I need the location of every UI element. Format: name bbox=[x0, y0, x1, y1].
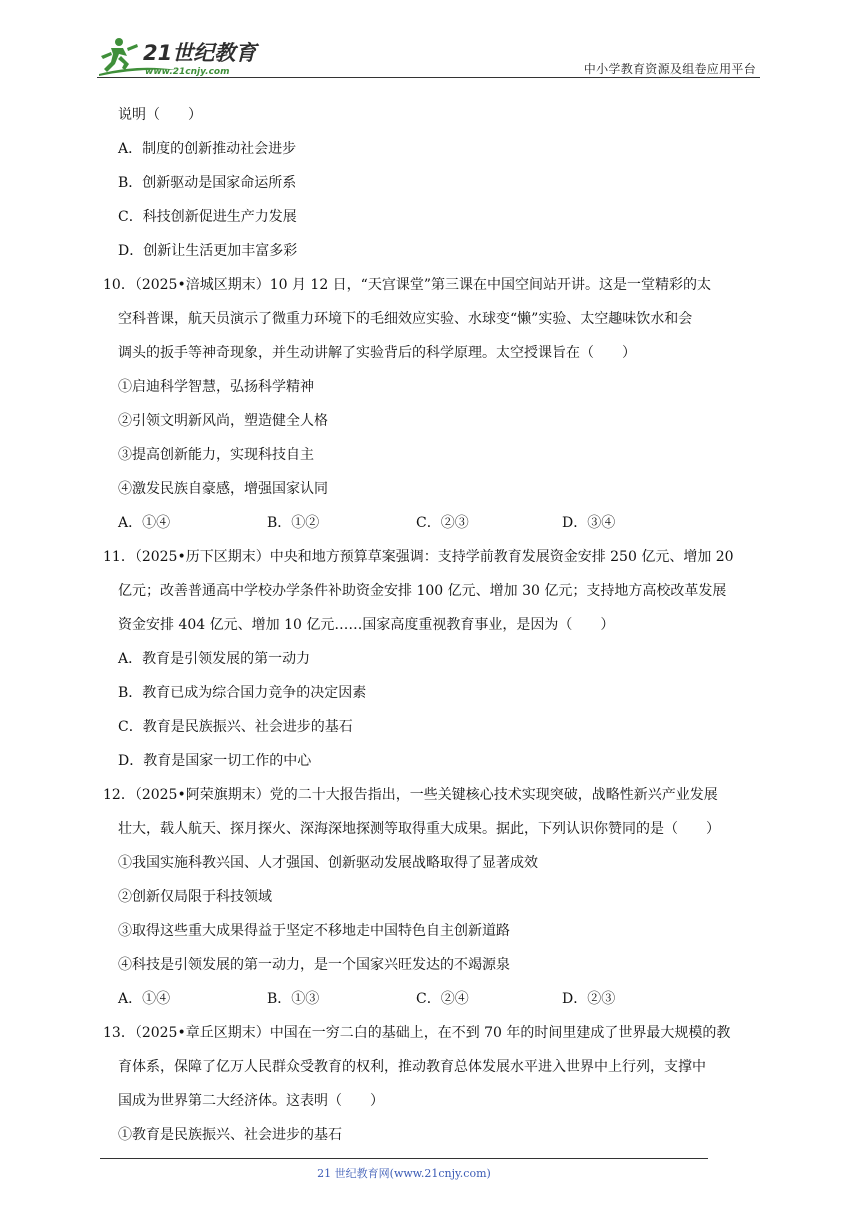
logo-main-text: 21世纪教育 bbox=[143, 41, 257, 65]
q9-stem-tail: 说明（ ） bbox=[118, 107, 202, 123]
q12-item-2: ②创新仅局限于科技领域 bbox=[118, 889, 272, 905]
q9-option-b: B．创新驱动是国家命运所系 bbox=[118, 175, 297, 191]
q13-stem-line-1: 13．（2025•章丘区期末）中国在一穷二白的基础上，在不到 70 年的时间里建成了世界最大规模的教 bbox=[103, 1025, 731, 1041]
q11-stem-line-3: 资金安排 404 亿元、增加 10 亿元……国家高度重视教育事业，是因为（ ） bbox=[118, 617, 615, 633]
site-logo[interactable] bbox=[97, 34, 267, 78]
page-header bbox=[97, 34, 760, 78]
question-content bbox=[0, 98, 860, 1152]
q10-option-d: D．③④ bbox=[562, 515, 616, 531]
q10-stem-line-2: 空科普课，航天员演示了微重力环境下的毛细效应实验、水球变“懒”实验、太空趣味饮水和会 bbox=[118, 311, 693, 327]
q11-option-c: C．教育是民族振兴、社会进步的基石 bbox=[118, 719, 353, 735]
q13-stem-line-3: 国成为世界第二大经济体。这表明（ ） bbox=[118, 1093, 384, 1109]
q12-stem-line-1: 12．（2025•阿荣旗期末）党的二十大报告指出，一些关键核心技术实现突破，战略性新兴产业发展 bbox=[103, 787, 718, 803]
q12-option-d: D．②③ bbox=[562, 991, 616, 1007]
q10-option-b: B．①② bbox=[267, 515, 320, 531]
q12-option-b: B．①③ bbox=[267, 991, 320, 1007]
q10-item-3: ③提高创新能力，实现科技自主 bbox=[118, 447, 314, 463]
q11-option-b: B．教育已成为综合国力竞争的决定因素 bbox=[118, 685, 367, 701]
q11-option-d: D．教育是国家一切工作的中心 bbox=[118, 753, 312, 769]
q11-option-a: A．教育是引领发展的第一动力 bbox=[118, 651, 311, 667]
q9-option-a: A．制度的创新推动社会进步 bbox=[118, 141, 297, 157]
q12-options bbox=[0, 982, 860, 1016]
page-footer bbox=[100, 1158, 708, 1181]
q10-item-2: ②引领文明新风尚，塑造健全人格 bbox=[118, 413, 328, 429]
header-divider bbox=[97, 77, 760, 78]
logo-sub-text: www.21cnjy.com bbox=[145, 67, 230, 77]
q10-stem-line-1: 10．（2025•涪城区期末）10 月 12 日，“天宫课堂”第三课在中国空间站开讲。这是一堂精彩的太 bbox=[103, 277, 711, 293]
platform-name: 中小学教育资源及组卷应用平台 bbox=[583, 62, 756, 76]
q9-option-d: D．创新让生活更加丰富多彩 bbox=[118, 243, 298, 259]
q12-option-a: A．①④ bbox=[118, 991, 171, 1007]
q13-item-1: ①教育是民族振兴、社会进步的基石 bbox=[118, 1127, 342, 1143]
runner-logo-icon bbox=[97, 34, 267, 78]
q10-stem-line-3: 调头的扳手等神奇现象，并生动讲解了实验背后的科学原理。太空授课旨在（ ） bbox=[118, 345, 636, 361]
footer-link[interactable]: 21 世纪教育网(www.21cnjy.com) bbox=[317, 1167, 491, 1180]
q10-item-1: ①启迪科学智慧，弘扬科学精神 bbox=[118, 379, 314, 395]
q12-option-c: C．②④ bbox=[416, 991, 469, 1007]
q10-option-c: C．②③ bbox=[416, 515, 469, 531]
q10-item-4: ④激发民族自豪感，增强国家认同 bbox=[118, 481, 328, 497]
q12-item-4: ④科技是引领发展的第一动力，是一个国家兴旺发达的不竭源泉 bbox=[118, 957, 510, 973]
q12-stem-line-2: 壮大，载人航天、探月探火、深海深地探测等取得重大成果。据此，下列认识你赞同的是（ ） bbox=[118, 821, 720, 837]
q11-stem-line-1: 11．（2025•历下区期末）中央和地方预算草案强调：支持学前教育发展资金安排 250 亿元、增加 20 bbox=[103, 549, 734, 565]
q10-options bbox=[0, 506, 860, 540]
q13-stem-line-2: 育体系，保障了亿万人民群众受教育的权利，推动教育总体发展水平进入世界中上行列，支撑中 bbox=[118, 1059, 706, 1075]
q12-item-1: ①我国实施科教兴国、人才强国、创新驱动发展战略取得了显著成效 bbox=[118, 855, 538, 871]
footer-divider bbox=[100, 1158, 708, 1159]
q11-stem-line-2: 亿元；改善普通高中学校办学条件补助资金安排 100 亿元、增加 30 亿元；支持地方高校改革发展 bbox=[118, 583, 727, 599]
q12-item-3: ③取得这些重大成果得益于坚定不移地走中国特色自主创新道路 bbox=[118, 923, 510, 939]
q10-option-a: A．①④ bbox=[118, 515, 171, 531]
q9-option-c: C．科技创新促进生产力发展 bbox=[118, 209, 297, 225]
